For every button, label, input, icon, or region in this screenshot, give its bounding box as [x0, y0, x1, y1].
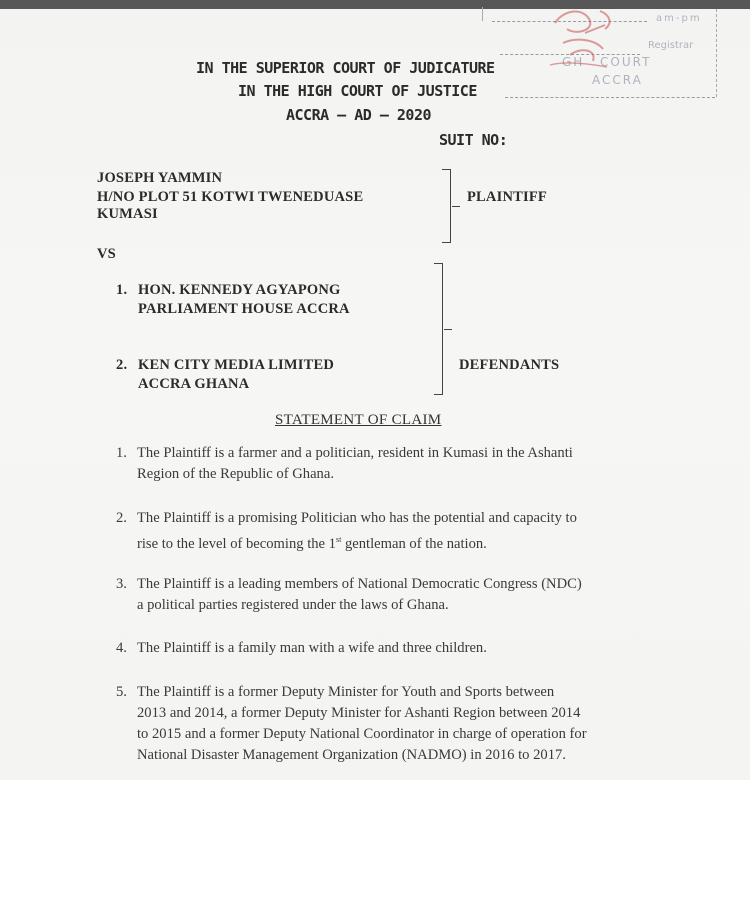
ordinal-suffix: st	[335, 535, 342, 544]
stamp-border	[482, 7, 483, 21]
plaintiff-name: JOSEPH YAMMIN	[97, 170, 223, 186]
defendants-role: DEFENDANTS	[459, 357, 560, 373]
paragraph-5-line4: National Disaster Management Organization (NADMO) in 2016 to 2017.	[137, 747, 566, 763]
versus-label: VS	[97, 246, 116, 262]
paragraph-2-number: 2.	[116, 510, 127, 526]
top-bar	[0, 0, 750, 9]
paragraph-3-line1: The Plaintiff is a leading members of National Democratic Congress (NDC)	[137, 576, 582, 592]
stamp-border	[716, 9, 717, 97]
defendant-1-address: PARLIAMENT HOUSE ACCRA	[138, 301, 350, 317]
defendant-2-address: ACCRA GHANA	[138, 376, 250, 392]
defendants-bracket	[434, 263, 443, 395]
stamp-line	[505, 97, 715, 98]
blank-area	[0, 780, 750, 917]
statement-title: STATEMENT OF CLAIM	[275, 412, 442, 428]
signature-icon	[545, 3, 620, 73]
paragraph-5-line2: 2013 and 2014, a former Deputy Minister for Ashanti Region between 2014	[137, 705, 581, 721]
court-location: ACCRA – AD – 2020	[286, 106, 432, 124]
stamp-text-gh: GH	[562, 55, 585, 69]
bracket-tick	[452, 206, 460, 207]
stamp-text-ampm: am-pm	[656, 13, 702, 24]
paragraph-4-line1: The Plaintiff is a family man with a wife and three children.	[137, 640, 487, 656]
plaintiff-role: PLAINTIFF	[467, 189, 547, 205]
court-subtitle: IN THE HIGH COURT OF JUSTICE	[238, 82, 477, 100]
paragraph-3-number: 3.	[116, 576, 127, 592]
stamp-text-accra: ACCRA	[592, 73, 643, 87]
paragraph-2-line2: rise to the level of becoming the 1st gentleman of the nation.	[137, 535, 487, 552]
plaintiff-address-line2: KUMASI	[97, 206, 158, 222]
court-title: IN THE SUPERIOR COURT OF JUDICATURE	[196, 59, 495, 77]
paragraph-5-number: 5.	[116, 684, 127, 700]
paragraph-1-line2: Region of the Republic of Ghana.	[137, 466, 334, 482]
paragraph-1-number: 1.	[116, 445, 127, 461]
paragraph-2-line1: The Plaintiff is a promising Politician who has the potential and capacity to	[137, 510, 577, 526]
paragraph-5-line3: to 2015 and a former Deputy National Coordinator in charge of operation for	[137, 726, 587, 742]
plaintiff-address-line1: H/NO PLOT 51 KOTWI TWENEDUASE	[97, 189, 364, 205]
stamp-text-court: COURT	[600, 55, 652, 69]
defendant-2-name: KEN CITY MEDIA LIMITED	[138, 357, 335, 373]
plaintiff-bracket	[442, 169, 451, 243]
defendant-1-name: HON. KENNEDY AGYAPONG	[138, 282, 341, 298]
paragraph-5-line1: The Plaintiff is a former Deputy Minister for Youth and Sports between	[137, 684, 555, 700]
document-page	[0, 9, 750, 780]
suit-number-label: SUIT NO:	[439, 131, 508, 149]
paragraph-3-line2: a political parties registered under the laws of Ghana.	[137, 597, 449, 613]
paragraph-4-number: 4.	[116, 640, 127, 656]
paragraph-1-line1: The Plaintiff is a farmer and a politician, resident in Kumasi in the Ashanti	[137, 445, 573, 461]
defendant-2-number: 2.	[116, 357, 128, 373]
defendant-1-number: 1.	[116, 282, 128, 298]
bracket-tick	[444, 329, 452, 330]
stamp-text-registrar: Registrar	[648, 40, 694, 51]
